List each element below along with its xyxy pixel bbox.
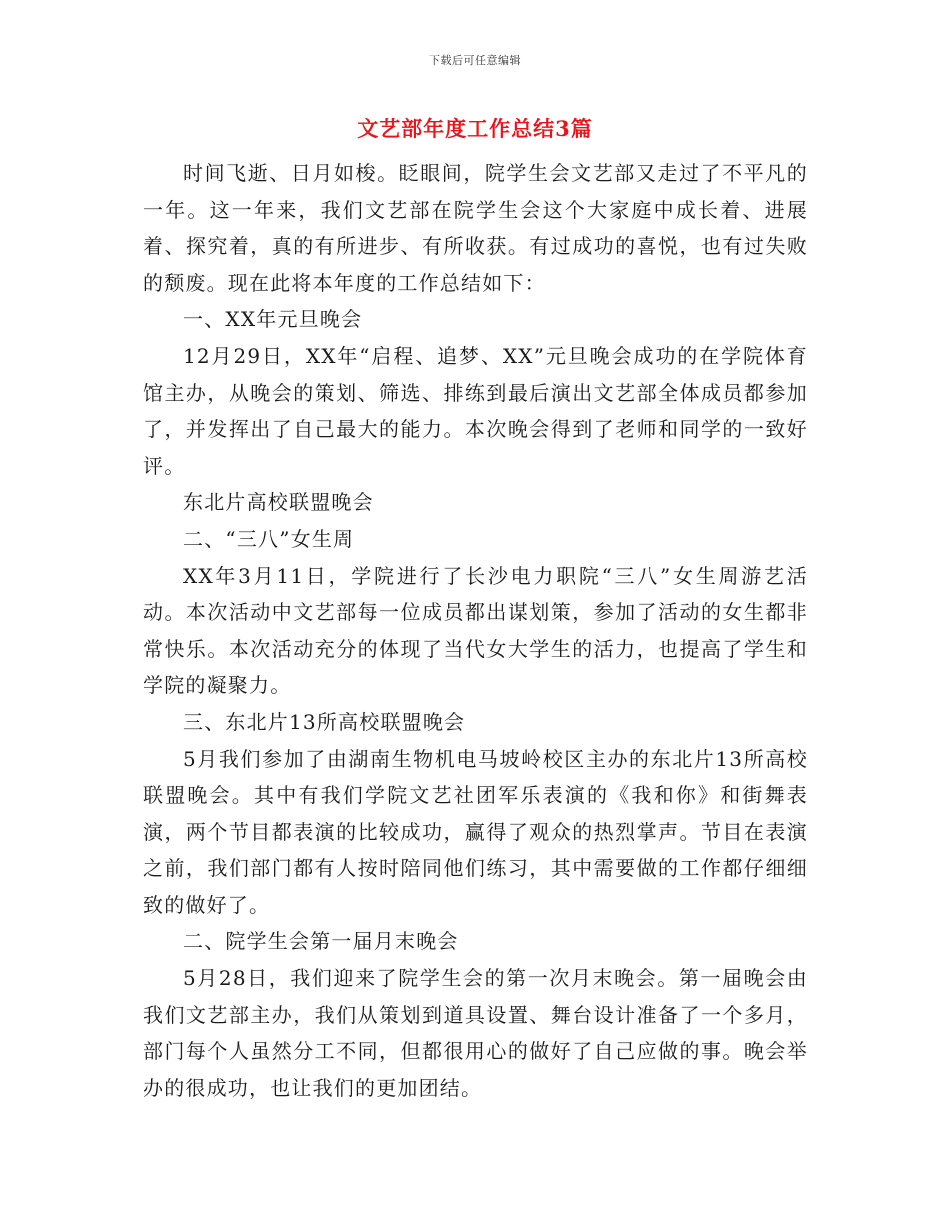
paragraph-month-end-gala: 5月28日，我们迎来了院学生会的第一次月末晚会。第一届晚会由我们文艺部主办，我们从策划到道具设置、舞台设计准备了一个多月，部门每个人虽然分工不同，但都很用心的做好了自己应做的事。晚会举办的很成功，也让我们的更加团结。: [143, 966, 808, 1100]
section-heading-month-end-gala: 二、院学生会第一届月末晚会: [183, 929, 459, 954]
document-body: [143, 155, 808, 1106]
section-heading-alliance-gala: 三、东北片13所高校联盟晚会: [183, 709, 466, 734]
document-title: 文艺部年度工作总结3篇: [357, 116, 593, 141]
section-heading-new-year-gala: 一、XX年元旦晚会: [183, 307, 363, 332]
paragraph-womens-week: XX年3月11日，学院进行了长沙电力职院“三八”女生周游艺活动。本次活动中文艺部每一位成员都出谋划策，参加了活动的女生都非常快乐。本次活动充分的体现了当代女大学生的活力，也提高了学生和学院的凝聚力。: [143, 563, 808, 698]
page-header-note: 下载后可任意编辑: [429, 54, 521, 67]
section-heading-womens-week: 二、“三八”女生周: [183, 526, 355, 551]
subheading-northeast-alliance: 东北片高校联盟晚会: [183, 490, 374, 515]
paragraph-alliance-gala: 5月我们参加了由湖南生物机电马坡岭校区主办的东北片13所高校联盟晚会。其中有我们学院文艺社团军乐表演的《我和你》和街舞表演，两个节目都表演的比较成功，赢得了观众的热烈掌声。节目在表演之前，我们部门都有人按时陪同他们练习，其中需要做的工作都仔细细致的做好了。: [143, 746, 808, 917]
paragraph-intro: 时间飞逝、日月如梭。眨眼间，院学生会文艺部又走过了不平凡的一年。这一年来，我们文艺部在院学生会这个大家庭中成长着、进展着、探究着，真的有所进步、有所收获。有过成功的喜悦，也有过失败的颓废。现在此将本年度的工作总结如下：: [143, 161, 808, 295]
paragraph-new-year-gala: 12月29日，XX年“启程、追梦、XX”元旦晚会成功的在学院体育馆主办，从晚会的策划、筛选、排练到最后演出文艺部全体成员都参加了，并发挥出了自己最大的能力。本次晚会得到了老师和同学的一致好评。: [143, 343, 808, 478]
